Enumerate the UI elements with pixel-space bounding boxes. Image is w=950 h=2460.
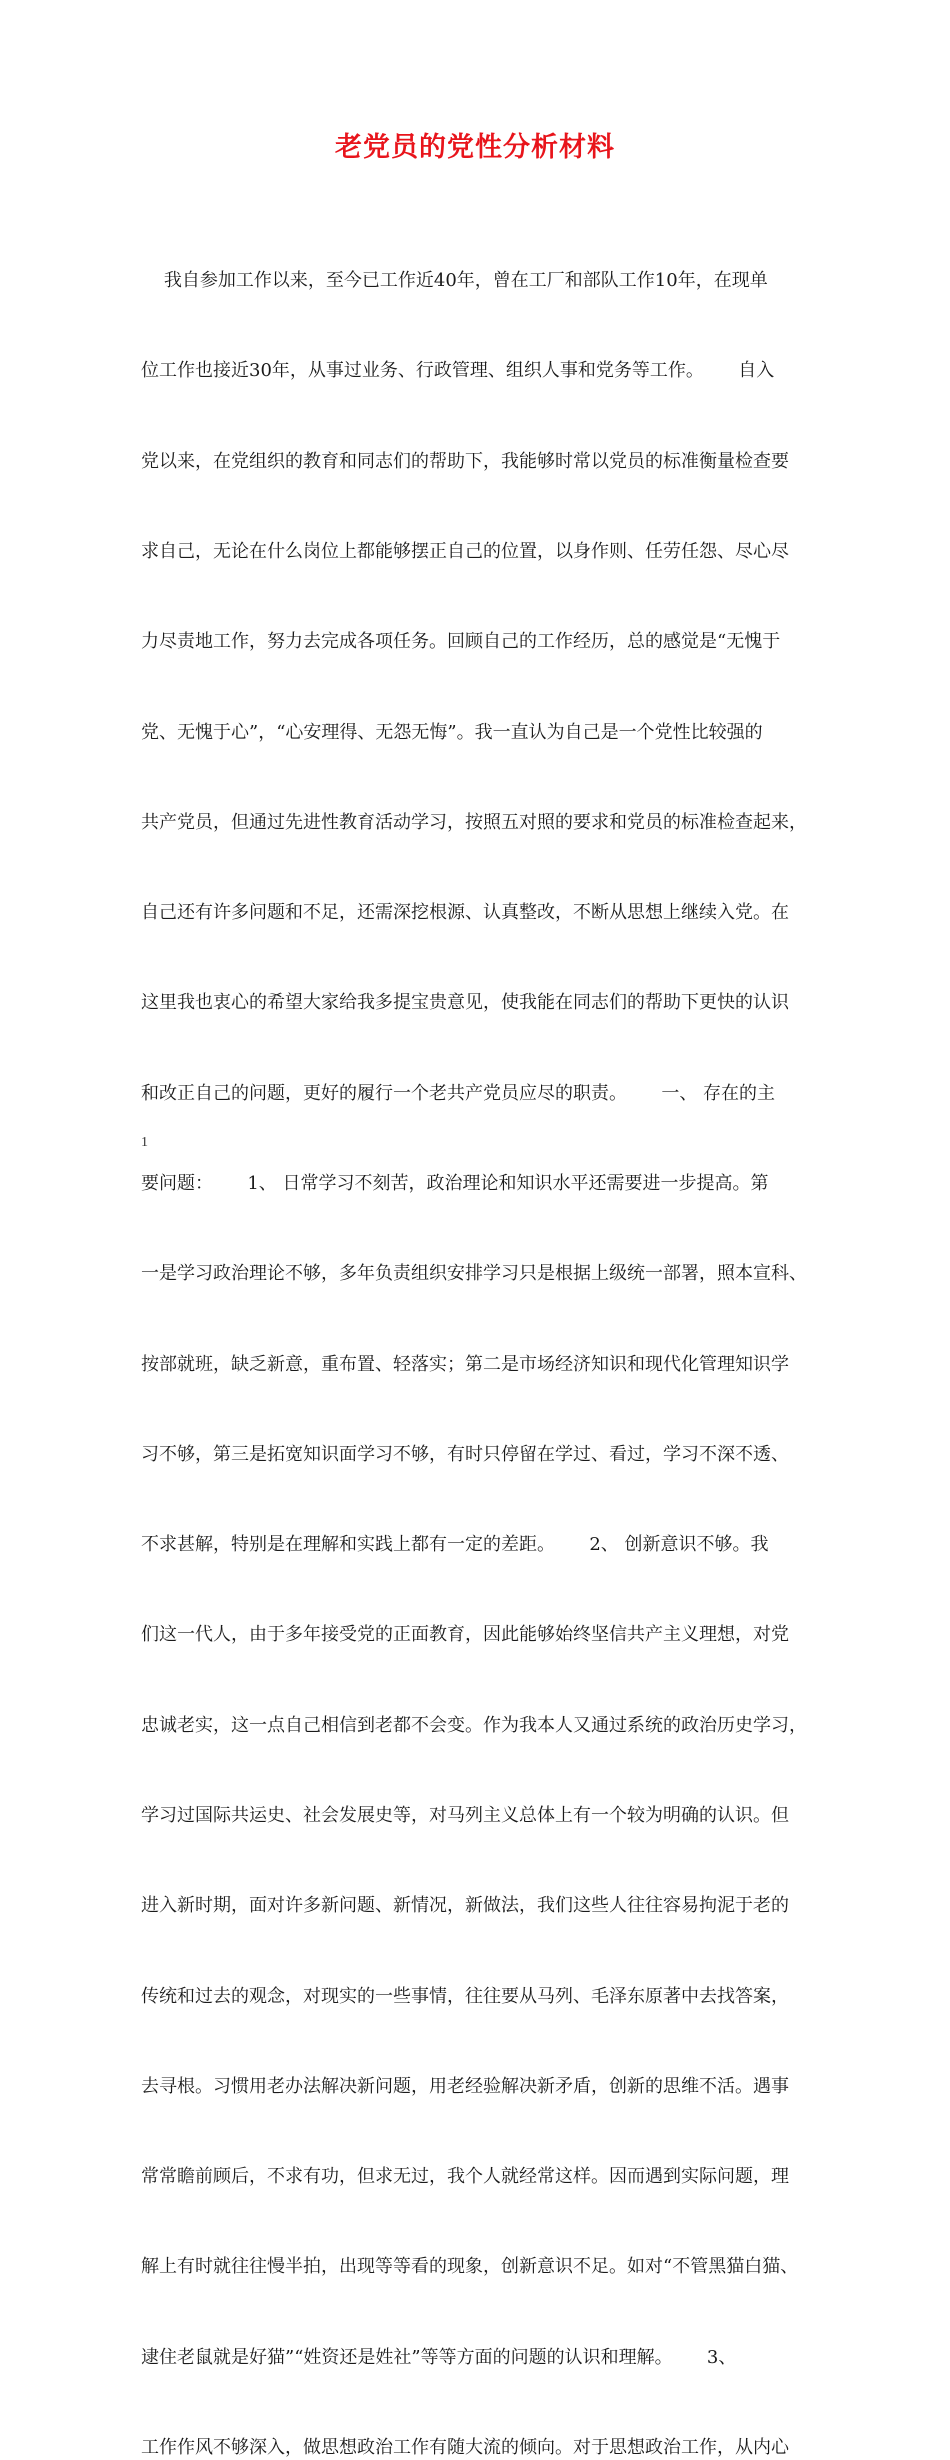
text-line: 传统和过去的观念，对现实的一些事情，往往要从马列、毛泽东原著中去找答案， [141, 1985, 789, 2007]
text-line: 逮住老鼠就是好猫”“姓资还是姓社”等等方面的问题的认识和理解。 3、 [141, 2346, 737, 2368]
text-line: 我自参加工作以来，至今已工作近40年，曾在工厂和部队工作10年，在现单 [141, 270, 768, 292]
text-line: 共产党员，但通过先进性教育活动学习，按照五对照的要求和党员的标准检查起来， [141, 811, 807, 833]
text-line: 自己还有许多问题和不足，还需深挖根源、认真整改，不断从思想上继续入党。在 [141, 902, 789, 924]
text-line: 进入新时期，面对许多新问题、新情况，新做法，我们这些人往往容易拘泥于老的 [141, 1895, 789, 1917]
text-line: 和改正自己的问题，更好的履行一个老共产党员应尽的职责。 一、 存在的主 [141, 1082, 776, 1104]
text-line: 不求甚解，特别是在理解和实践上都有一定的差距。 2、 创新意识不够。我 [141, 1534, 769, 1556]
page-number: 1 [141, 1135, 148, 1150]
text-line: 常常瞻前顾后，不求有功，但求无过，我个人就经常这样。因而遇到实际问题，理 [141, 2166, 789, 2188]
text-line: 们这一代人，由于多年接受党的正面教育，因此能够始终坚信共产主义理想，对党 [141, 1624, 789, 1646]
text-line: 一是学习政治理论不够，多年负责组织安排学习只是根据上级统一部署，照本宣科、 [141, 1263, 807, 1285]
text-line: 党以来，在党组织的教育和同志们的帮助下，我能够时常以党员的标准衡量检查要 [141, 450, 789, 472]
text-line: 按部就班，缺乏新意，重布置、轻落实；第二是市场经济知识和现代化管理知识学 [141, 1353, 789, 1375]
text-line: 这里我也衷心的希望大家给我多提宝贵意见，使我能在同志们的帮助下更快的认识 [141, 992, 789, 1014]
text-line: 去寻根。习惯用老办法解决新问题，用老经验解决新矛盾，创新的思维不活。遇事 [141, 2075, 789, 2097]
text-line: 位工作也接近30年，从事过业务、行政管理、组织人事和党务等工作。 自入 [141, 360, 775, 382]
text-line: 工作作风不够深入，做思想政治工作有随大流的倾向。对于思想政治工作，从内心 [141, 2436, 789, 2458]
text-line: 求自己，无论在什么岗位上都能够摆正自己的位置，以身作则、任劳任怨、尽心尽 [141, 541, 789, 563]
text-line: 习不够，第三是拓宽知识面学习不够，有时只停留在学过、看过，学习不深不透、 [141, 1443, 789, 1465]
text-line: 忠诚老实，这一点自己相信到老都不会变。作为我本人又通过系统的政治历史学习， [141, 1714, 807, 1736]
text-line: 党、无愧于心”，“心安理得、无怨无悔”。我一直认为自己是一个党性比较强的 [141, 721, 763, 743]
text-line: 学习过国际共运史、社会发展史等，对马列主义总体上有一个较为明确的认识。但 [141, 1804, 789, 1826]
text-line: 解上有时就往往慢半拍，出现等等看的现象，创新意识不足。如对“不管黑猫白猫、 [141, 2256, 799, 2278]
text-line: 要问题： 1、 日常学习不刻苦，政治理论和知识水平还需要进一步提高。第 [141, 1173, 769, 1194]
page-title: 老党员的党性分析材料 [335, 132, 615, 163]
text-line: 力尽责地工作，努力去完成各项任务。回顾自己的工作经历，总的感觉是“无愧于 [141, 631, 781, 653]
body-text [141, 206, 826, 2460]
